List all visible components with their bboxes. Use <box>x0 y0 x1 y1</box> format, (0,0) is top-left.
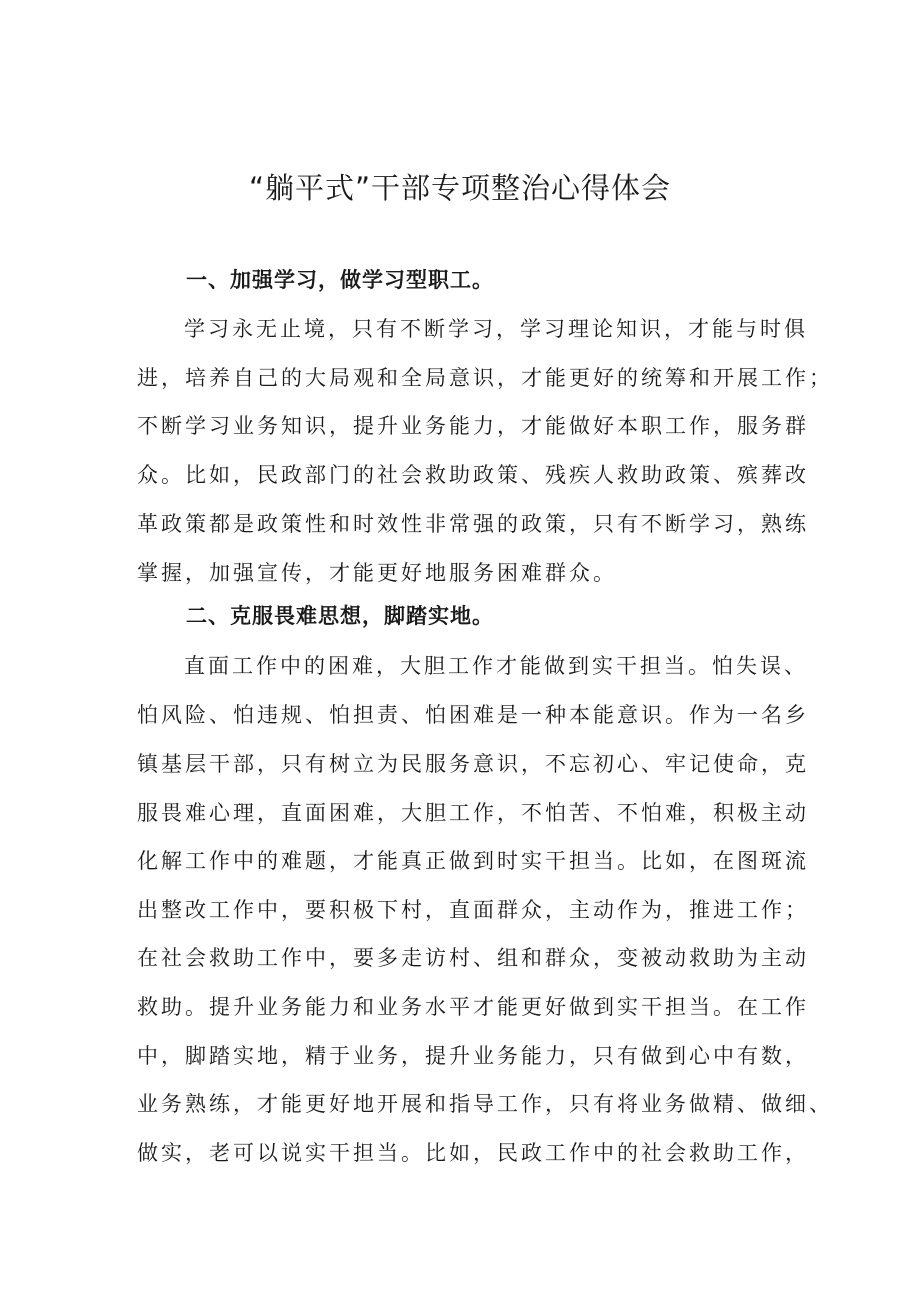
paragraph-line: 进，培养自己的大局观和全局意识，才能更好的统筹和开展工作； <box>137 366 833 390</box>
paragraph-line: 不断学习业务知识，提升业务能力，才能做好本职工作，服务群 <box>137 414 809 438</box>
paragraph-line: 革政策都是政策性和时效性非常强的政策，只有不断学习，熟练 <box>137 512 809 536</box>
paragraph-line: 掌握，加强宣传，才能更好地服务困难群众。 <box>137 561 617 585</box>
paragraph-line: 众。比如，民政部门的社会救助政策、残疾人救助政策、殡葬改 <box>137 463 809 487</box>
paragraph-line: 学习永无止境，只有不断学习，学习理论知识，才能与时俱 <box>184 317 808 341</box>
paragraph-line: 救助。提升业务能力和业务水平才能更好做到实干担当。在工作 <box>137 995 809 1019</box>
paragraph-line: 出整改工作中，要积极下村，直面群众，主动作为，推进工作； <box>137 898 809 922</box>
paragraph-line: 化解工作中的难题，才能真正做到时实干担当。比如，在图斑流 <box>137 849 809 873</box>
page-title: “躺平式”干部专项整治心得体会 <box>248 171 672 205</box>
section-heading: 二、克服畏难思想，脚踏实地。 <box>186 604 494 628</box>
paragraph-line: 业务熟练，才能更好地开展和指导工作，只有将业务做精、做细、 <box>137 1092 833 1116</box>
paragraph-line: 镇基层干部，只有树立为民服务意识，不忘初心、牢记使命，克 <box>137 752 809 776</box>
paragraph-line: 做实，老可以说实干担当。比如，民政工作中的社会救助工作， <box>137 1141 809 1165</box>
paragraph-line: 在社会救助工作中，要多走访村、组和群众，变被动救助为主动 <box>137 946 809 970</box>
paragraph-line: 直面工作中的困难，大胆工作才能做到实干担当。怕失误、 <box>184 654 808 678</box>
paragraph-line: 中，脚踏实地，精于业务，提升业务能力，只有做到心中有数， <box>137 1044 809 1068</box>
paragraph-line: 服畏难心理，直面困难，大胆工作，不怕苦、不怕难，积极主动 <box>137 801 809 825</box>
section-heading: 一、加强学习，做学习型职工。 <box>186 268 494 292</box>
paragraph-line: 怕风险、怕违规、怕担责、怕困难是一种本能意识。作为一名乡 <box>137 703 809 727</box>
